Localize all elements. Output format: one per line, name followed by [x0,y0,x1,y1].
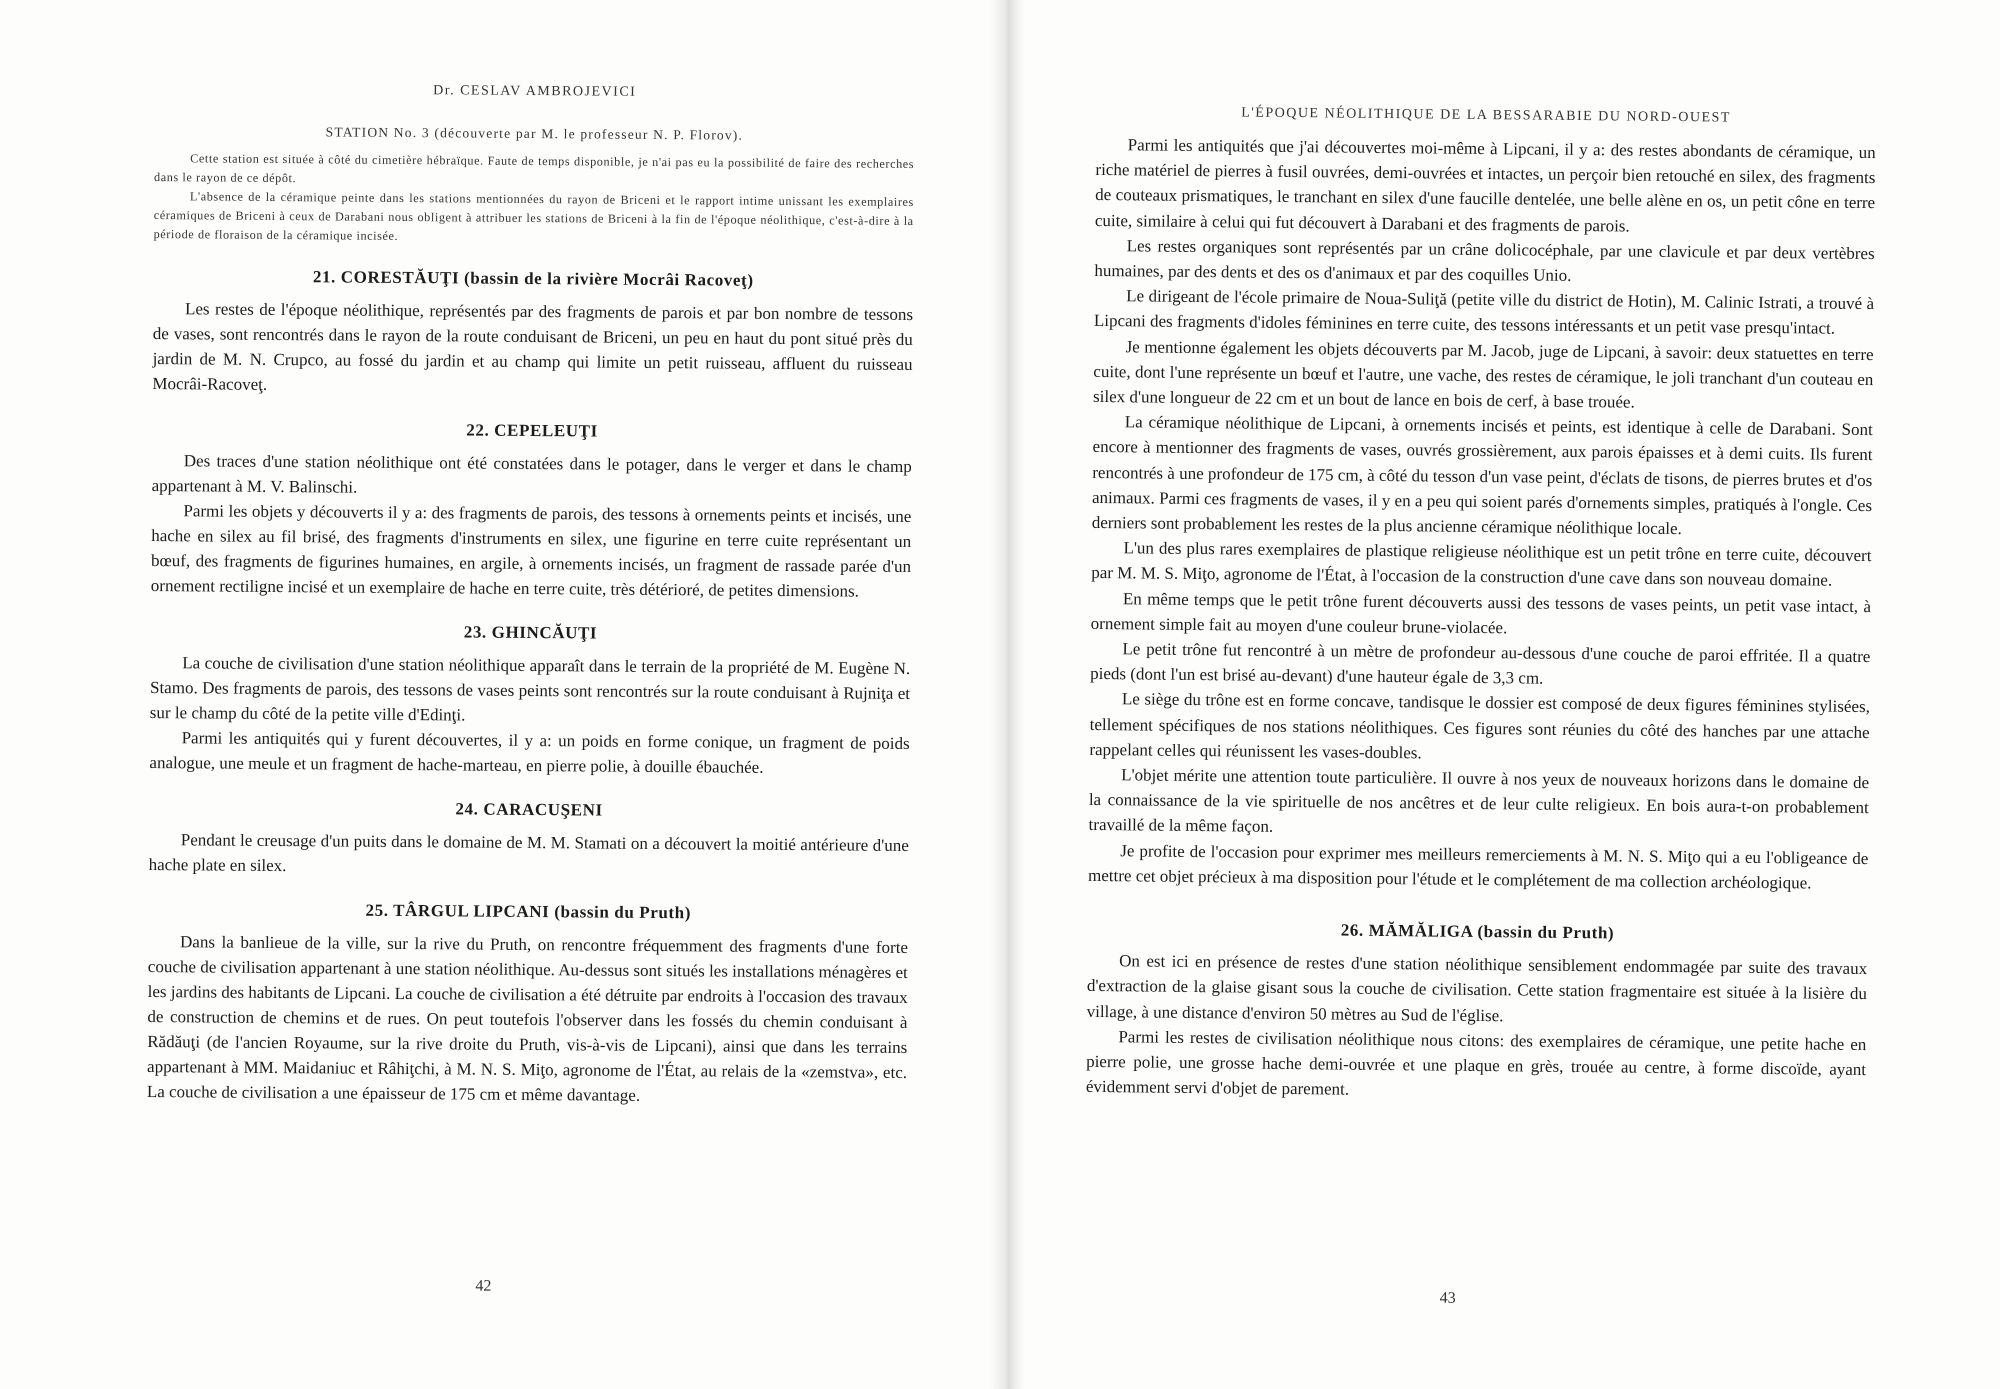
note-paragraph: Cette station est située à côté du cimetière hébraïque. Faute de temps disponible, je n'ai pas eu la possibilité de faire des recherches dans le rayon de ce dépôt. [153,151,915,186]
body-paragraph: Parmi les objets y découverts il y a: des fragments de parois, des tessons à ornements peints et incisés, une hache en silex au fil brisé, des fragments d'instruments en silex, une figurine en terre cuite représentant un bœuf, des fragments de figurines humaines, en argile, à ornements incisés, un fragment de rassade parée d'un ornement rectiligne incisé et un exemplaire de hache en terre cuite, très détérioré, de petites dimensions. [150,501,912,601]
body-paragraph: Je mentionne également les objets découverts par M. Jacob, juge de Lipcani, à savoir: deux statuettes en terre cuite, dont l'une représente un bœuf et l'autre, une vache, des restes de céramique, le joli tranchant d'un couteau en silex d'une longueur de 22 cm et un bout de lance en bois de cerf, à base trouée. [1093,336,1874,412]
body-paragraph: La couche de civilisation d'une station néolithique apparaît dans le terrain de la propriété de M. Eugène N. Stamo. Des fragments de parois, des tessons de vases peints sont rencontrés sur la route conduisant à Rujniţa et sur le champ du côté de la petite ville d'Edinţi. [149,653,911,725]
section-heading-21: 21. CORESTĂUŢI (bassin de la rivière Mocrâi Racoveţ) [312,267,754,290]
body-paragraph: Pendant le creusage d'un puits dans le domaine de M. M. Stamati on a découvert la moitié antérieure d'une hache plate en silex. [148,830,909,876]
body-paragraph: Parmi les restes de civilisation néolithique nous citons: des exemplaires de céramique, une petite hache en pierre polie, une grosse hache demi-ouvrée et une plaque en grès, trouée au centre, à forme discoïde, ayant évidemment servi d'objet de parement. [1085,1026,1867,1099]
body-paragraph: On est ici en présence de restes d'une station néolithique sensiblement endommagée par suite des travaux d'extraction de la glaise gisant sous la couche de civilisation. Cette station fragmentaire est située à la lisière du village, à une distance d'environ 50 mètres au Sud de l'église. [1086,951,1868,1025]
body-paragraph: Le dirigeant de l'école primaire de Noua-Suliţă (petite ville du district de Hotin), M. Calinic Istrati, a trouvé à Lipcani des fragments d'idoles féminines en terre cuite, des tessons intéressants et un petit vase presqu'intact. [1093,286,1875,339]
body-paragraph: Des traces d'une station néolithique ont été constatées dans le potager, dans le verger et dans le champ appartenant à M. V. Balinschi. [151,451,912,497]
body-paragraph: L'un des plus rares exemplaires de plastique religieuse néolithique est un petit trône en terre cuite, découvert par M. M. S. Miţo, agronome de l'État, à l'occasion de la construction d'une cave dans son nouveau domaine. [1091,538,1872,591]
page-number: 42 [475,1277,492,1295]
note-paragraph: L'absence de la céramique peinte dans les stations mentionnées du rayon de Briceni et le rapport intime unissant les exemplaires céramiques de Briceni à ceux de Darabani nous obligent à attribuer les stations de Briceni à la fin de l'époque néolithique, c'est-à-dire à la période de floraison de la céramique incisée. [153,189,914,243]
body-paragraph: Le petit trône fut rencontré à un mètre de profondeur au-dessous d'une couche de paroi effritée. Il a quatre pieds (dont l'un est brisé au-devant) d'une hauteur égale de 3,3 cm. [1090,639,1871,688]
left-page [145,0,916,1389]
body-paragraph: L'objet mérite une attention toute particulière. Il ouvre à nos yeux de nouveaux horizons dans le domaine de la connaissance de la vie spirituelle de nos ancêtres et de leur culte religieux. En bois aura-t-on probablement travaillé de la même façon. [1088,765,1870,837]
body-paragraph: Les restes organiques sont représentés par un crâne dolicocéphale, par une clavicule et par deux vertèbres humaines, par des dents et des os d'animaux et par des coquilles Unio. [1094,236,1875,285]
section-heading-26: 26. MĂMĂLIGA (bassin du Pruth) [1340,920,1615,943]
body-paragraph: Dans la banlieue de la ville, sur la rive du Pruth, on rencontre fréquemment des fragments d'une forte couche de civilisation appartenant à une station néolithique. Au-dessus sont situés les installations ménagères et les jardins des habitants de Lipcani. La couche de civilisation a été détruite par endroits à l'occasion des travaux de construction de chemins et de rues. On peut toutefois l'observer dans les fossés du chemin conduisant à Rădăuţi (de l'ancien Royaume, sur la rive droite du Pruth, vis-à-vis de Lipcani), ainsi que dans les terrains appartenant à MM. Maidaniuc et Râhiţchi, à M. N. S. Miţo, agronome de l'État, au relais de la «zemstva», etc. La couche de civilisation a une épaisseur de 175 cm et même davantage. [146,932,909,1105]
note-title: STATION No. 3 (découverte par M. le professeur N. P. Florov). [325,124,744,143]
right-page [1083,0,1878,1389]
section-heading-24: 24. CARACUŞENI [455,799,603,820]
body-paragraph: La céramique néolithique de Lipcani, à ornements incisés et peints, est identique à celle de Darabani. Sont encore à mentionner des fragments de vases, ouvrés grossièrement, aux parois épaisses et à demi cuits. Ils furent rencontrés à une profondeur de 175 cm, à côté du tesson d'un vase peint, d'éclats de tisons, de pierres brutes et d'os animaux. Parmi ces fragments de vases, il y en a peu qui soient parés d'ornements simples, pratiqués à l'ongle. Ces derniers sont probablement les restes de la plus ancienne céramique néolithique locale. [1091,412,1873,539]
body-paragraph: En même temps que le petit trône furent découverts aussi des tessons de vases peints, un petit vase intact, à ornement simple fait au moyen d'une couleur brune-violacée. [1090,588,1872,638]
page-number: 43 [1439,1289,1456,1307]
body-paragraph: Parmi les antiquités qui y furent découvertes, il y a: un poids en forme conique, un fragment de poids analogue, une meule et un fragment de hache-marteau, en pierre polie, à douille ébauchée. [149,728,910,777]
section-heading-25: 25. TÂRGUL LIPCANI (bassin du Pruth) [365,900,692,923]
body-paragraph: Parmi les antiquités que j'ai découvertes moi-même à Lipcani, il y a: des restes abondants de céramique, un riche matériel de pierres à fusil ouvrées, demi-ouvrées et intactes, un perçoir bien retouché en silex, des fragments de couteaux prismatiques, le tranchant en silex d'une faucille dentelée, une belle alène en os, un petit cône en terre cuite, similaire à celui qui fut découvert à Darabani et des fragments de parois. [1094,135,1876,236]
body-paragraph: Les restes de l'époque néolithique, représentés par des fragments de parois et par bon nombre de tessons de vases, sont rencontrés dans le rayon de la route conduisant de Briceni, un peu en haut du pont situé près du jardin de M. N. Crupco, au fossé du jardin et au champ qui limite un petit ruisseau, affluent du ruisseau Mocrâi-Racoveţ. [152,299,914,394]
body-paragraph: Je profite de l'occasion pour exprimer mes meilleurs remerciements à M. N. S. Miţo qui a eu l'obligeance de mettre cet objet précieux à ma disposition pour l'étude et le complétement de ma collection archéologique. [1087,840,1869,893]
running-head-author: Dr. CESLAV AMBROJEVICI [433,83,637,100]
body-paragraph: Le siège du trône est en forme concave, tandisque le dossier est composé de deux figures féminines stylisées, tellement spécifiques de nos stations néolithiques. Ces figures sont réunies du côté des hanches par une attache rappelant celles qui réunissent les vases-doubles. [1089,689,1870,763]
section-heading-22: 22. CEPELEUŢI [466,420,598,441]
book-gutter [990,0,1024,1389]
section-heading-23: 23. GHINCĂUŢI [463,622,598,643]
running-head-title: L'ÉPOQUE NÉOLITHIQUE DE LA BESSARABIE DU NORD-OUEST [1241,105,1731,126]
